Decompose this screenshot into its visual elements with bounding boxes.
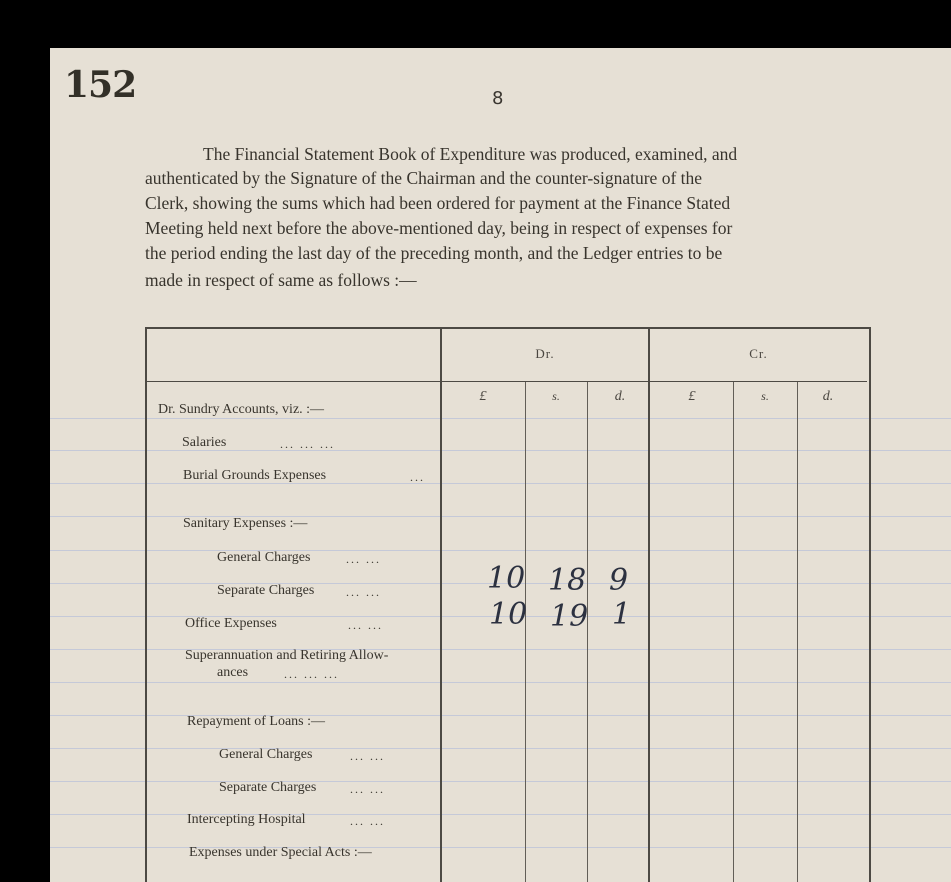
dr-column-header: Dr. [535,346,555,361]
row-label: Intercepting Hospital [187,812,306,827]
handwritten-pence: 1 [612,597,632,632]
folio-number: 8 [492,88,504,109]
handwritten-pounds: 10 [489,597,528,632]
row-label: General Charges [219,747,313,762]
row-label: Superannuation and Retiring Allow- [185,648,389,663]
row-label: Salaries [182,435,227,450]
leader-dots: ... ... [350,782,385,796]
row-label: Separate Charges [219,780,317,795]
shillings-unit: s. [552,389,560,403]
row-label: Dr. Sundry Accounts, viz. :— [158,402,325,417]
leader-dots: ... ... [350,749,385,763]
leader-dots: ... ... [350,814,385,828]
leader-dots: ... [410,470,425,484]
handwritten-shillings: 19 [550,599,589,634]
column-divider [733,381,734,882]
row-label: ances [217,665,249,680]
leader-dots: ... ... ... [284,667,339,681]
leader-dots: ... ... [346,585,381,599]
row-label: Expenses under Special Acts :— [189,845,372,860]
pence-unit: d. [614,389,626,404]
paragraph-line: the period ending the last day of the preceding month, and the Ledger entries to be [145,243,723,263]
row-label: Burial Grounds Expenses [183,468,327,483]
row-label: Repayment of Loans :— [187,714,326,729]
paragraph-line: Clerk, showing the sums which had been ordered for payment at the Finance Stated [145,193,731,213]
ledger-page [50,48,951,882]
cr-column-header: Cr. [749,346,768,361]
leader-dots: ... ... [346,552,381,566]
leader-dots: ... ... [348,618,383,632]
handwritten-shillings: 18 [548,563,587,598]
paragraph-line: authenticated by the Signature of the Chairman and the counter-signature of the [145,168,703,188]
paragraph-line: made in respect of same as follows :— [145,270,417,290]
column-divider [440,329,442,882]
handwritten-pounds: 10 [487,561,526,596]
handwritten-pence: 9 [609,563,629,598]
shillings-unit: s. [761,389,769,403]
page-number: 152 [64,64,137,106]
column-divider [648,329,650,882]
pounds-unit: £ [479,389,487,404]
paragraph-line: Meeting held next before the above-mentioned day, being in respect of expenses for [145,218,733,238]
pence-unit: d. [822,389,834,404]
row-label: Sanitary Expenses :— [183,516,308,531]
pounds-unit: £ [688,389,696,404]
row-label: Separate Charges [217,583,315,598]
column-divider [797,381,798,882]
header-divider [147,381,867,382]
paragraph-line: The Financial Statement Book of Expenditure was produced, examined, and [203,144,738,164]
row-label: General Charges [217,550,311,565]
row-label: Office Expenses [185,616,277,631]
leader-dots: ... ... ... [280,437,335,451]
